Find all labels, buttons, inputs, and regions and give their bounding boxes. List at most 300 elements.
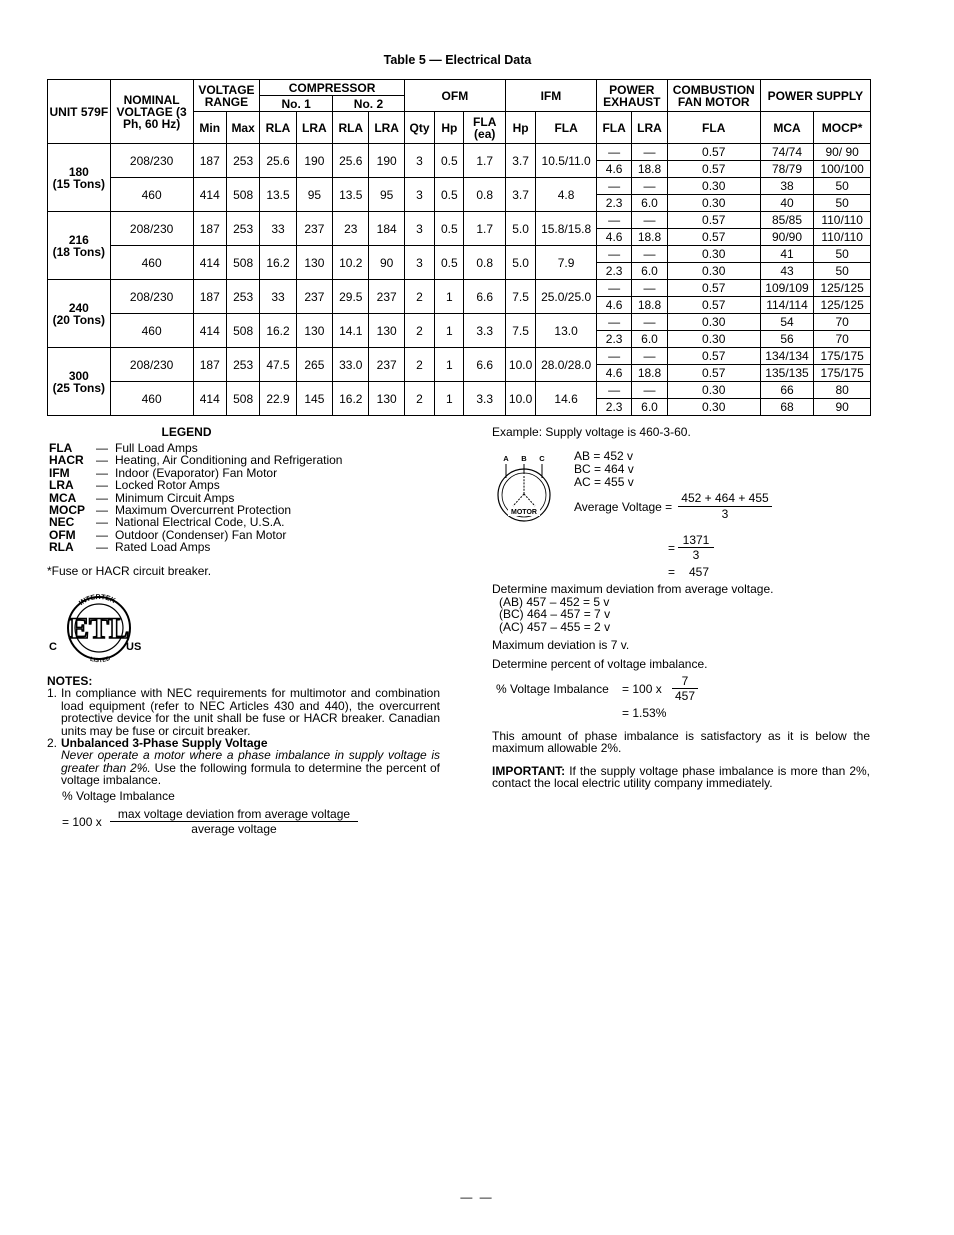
cell-nominal: 208/230 — [110, 144, 193, 178]
cell-min: 187 — [193, 212, 226, 246]
cell-rla2: 25.6 — [333, 144, 369, 178]
unit-model: 300 — [68, 368, 89, 383]
percent-intro: Determine percent of voltage imbalance. — [492, 657, 708, 671]
cell-ifm-fla: 15.8/15.8 — [536, 212, 597, 246]
unit-tons: (25 Tons) — [52, 380, 106, 395]
cell-pe-fla: — — [596, 144, 631, 161]
cell-qty: 3 — [404, 212, 434, 246]
important-label: IMPORTANT: — [492, 764, 566, 778]
cell-pe-lra: — — [632, 178, 667, 195]
cell-pe-fla: 2.3 — [596, 263, 631, 280]
terminal-c-label: C — [539, 454, 545, 463]
cell-pe-fla: — — [596, 212, 631, 229]
cell-mca: 66 — [760, 382, 814, 399]
cell-mocp: 50 — [814, 195, 871, 212]
cell-mocp: 100/100 — [814, 161, 871, 178]
percent-denominator: 457 — [674, 689, 696, 703]
cell-nominal: 208/230 — [110, 280, 193, 314]
cell-rla2: 14.1 — [333, 314, 369, 348]
cell-pe-lra: 6.0 — [632, 331, 667, 348]
cell-rla2: 16.2 — [333, 382, 369, 416]
cell-cfm-fla: 0.57 — [667, 348, 760, 365]
cell-qty: 2 — [404, 348, 434, 382]
header-ifm-hp: Hp — [505, 112, 535, 144]
legend-desc: Heating, Air Conditioning and Refrigeration — [115, 453, 343, 468]
cell-pe-fla: — — [596, 178, 631, 195]
equals-sign-2: = — [668, 565, 676, 579]
cell-qty: 3 — [404, 246, 434, 280]
cell-max: 253 — [226, 348, 259, 382]
cell-min: 414 — [193, 246, 226, 280]
cell-cfm-fla: 0.57 — [667, 212, 760, 229]
legend-desc: Rated Load Amps — [115, 540, 211, 555]
cell-rla2: 10.2 — [333, 246, 369, 280]
formula-numerator: max voltage deviation from average voltage — [117, 807, 351, 821]
cell-mca: 90/90 — [760, 229, 814, 246]
unit-model: 216 — [68, 232, 89, 247]
header-ofm-hp: Hp — [435, 112, 464, 144]
deviation-intro: Determine maximum deviation from average voltage. — [492, 582, 774, 596]
cell-max: 253 — [226, 212, 259, 246]
voltage-bc: BC = 464 v — [574, 462, 634, 476]
legend-abbr: IFM — [49, 465, 70, 480]
cell-mca: 54 — [760, 314, 814, 331]
cell-lra1: 95 — [296, 178, 332, 212]
cell-mocp: 110/110 — [814, 229, 871, 246]
cell-ifm-fla: 28.0/28.0 — [536, 348, 597, 382]
legend-dash: — — [96, 441, 108, 455]
legend-desc: Maximum Overcurrent Protection — [115, 502, 292, 517]
header-ifm-fla: FLA — [536, 112, 597, 144]
legend-abbr: OFM — [49, 527, 76, 542]
cell-qty: 3 — [404, 178, 434, 212]
voltage-ac: AC = 455 v — [574, 475, 634, 489]
cell-cfm-fla: 0.57 — [667, 161, 760, 178]
table-title: Table 5 — Electrical Data — [383, 53, 532, 67]
cell-cfm-fla: 0.30 — [667, 331, 760, 348]
cell-mocp: 70 — [814, 314, 871, 331]
header-qty: Qty — [404, 112, 434, 144]
cell-qty: 2 — [404, 314, 434, 348]
cell-mca: 109/109 — [760, 280, 814, 297]
legend-dash: — — [96, 465, 108, 480]
deviation-ac: (AC) 457 – 455 = 2 v — [499, 620, 611, 634]
legend-item — [49, 541, 379, 553]
cell-ofm-fla: 3.3 — [464, 314, 505, 348]
unit-cell — [48, 348, 111, 416]
cell-pe-fla: 4.6 — [596, 229, 631, 246]
deviation-bc: (BC) 464 – 457 = 7 v — [499, 607, 611, 621]
cell-pe-lra: — — [632, 382, 667, 399]
header-ofm-fla: FLA (ea) — [464, 112, 505, 144]
cell-rla1: 33 — [260, 212, 296, 246]
header-rla-2: RLA — [333, 112, 369, 144]
unit-tons: (20 Tons) — [52, 312, 106, 327]
table-row — [48, 178, 871, 195]
cell-rla2: 23 — [333, 212, 369, 246]
cell-cfm-fla: 0.30 — [667, 399, 760, 416]
unit-tons: (15 Tons) — [52, 176, 106, 191]
cell-pe-fla: — — [596, 280, 631, 297]
cell-max: 508 — [226, 246, 259, 280]
header-unit: UNIT 579F — [48, 80, 111, 144]
motor-label: MOTOR — [511, 509, 537, 516]
cell-mca: 114/114 — [760, 297, 814, 314]
table-row — [48, 382, 871, 399]
cell-pe-fla: 2.3 — [596, 331, 631, 348]
cell-pe-lra: — — [632, 246, 667, 263]
note-1 — [47, 687, 440, 737]
cell-ofm-fla: 1.7 — [464, 212, 505, 246]
cell-rla2: 33.0 — [333, 348, 369, 382]
cell-ofm-fla: 0.8 — [464, 246, 505, 280]
header-min: Min — [193, 112, 226, 144]
cell-mca: 85/85 — [760, 212, 814, 229]
header-compressor-no2: No. 2 — [333, 96, 405, 112]
cell-rla1: 33 — [260, 280, 296, 314]
cell-ifm-fla: 25.0/25.0 — [536, 280, 597, 314]
header-lra-1: LRA — [296, 112, 332, 144]
cell-ofm-fla: 0.8 — [464, 178, 505, 212]
note-2-body — [61, 737, 440, 787]
table-row — [48, 212, 871, 229]
cell-pe-lra: 18.8 — [632, 365, 667, 382]
cell-cfm-fla: 0.57 — [667, 229, 760, 246]
cell-cfm-fla: 0.30 — [667, 314, 760, 331]
legend-desc: Locked Rotor Amps — [115, 478, 220, 493]
cell-nominal: 208/230 — [110, 212, 193, 246]
cell-ifm-fla: 14.6 — [536, 382, 597, 416]
note-2-text: Use the following formula to determine the percent of voltage imbalance. — [61, 760, 441, 788]
cell-lra1: 237 — [296, 280, 332, 314]
equals-sign-1: = — [668, 541, 676, 555]
cell-rla1: 13.5 — [260, 178, 296, 212]
cell-pe-lra: 6.0 — [632, 399, 667, 416]
cell-pe-fla: — — [596, 246, 631, 263]
legend-dash: — — [96, 490, 108, 505]
cell-mocp: 90 — [814, 399, 871, 416]
terminal-a-label: A — [503, 454, 509, 463]
cell-ofm-hp: 0.5 — [435, 178, 464, 212]
cell-mca: 68 — [760, 399, 814, 416]
header-combustion-fan-motor: COMBUSTION FAN MOTOR — [667, 80, 760, 112]
legend-items — [49, 442, 379, 554]
cell-lra1: 265 — [296, 348, 332, 382]
legend-desc: Indoor (Evaporator) Fan Motor — [115, 465, 278, 480]
cell-lra1: 130 — [296, 314, 332, 348]
cell-mocp: 50 — [814, 246, 871, 263]
cell-mocp: 125/125 — [814, 297, 871, 314]
cell-rla1: 16.2 — [260, 246, 296, 280]
voltage-ab: AB = 452 v — [574, 449, 634, 463]
etl-top-text: INTERTEK — [78, 593, 117, 607]
cell-rla2: 29.5 — [333, 280, 369, 314]
cell-ifm-fla: 13.0 — [536, 314, 597, 348]
note-2-warning: Never operate a motor where a phase imbalance in supply voltage is greater than 2%. — [61, 748, 440, 775]
percent-label: % Voltage Imbalance — [496, 682, 609, 696]
cell-cfm-fla: 0.57 — [667, 144, 760, 161]
cell-min: 414 — [193, 314, 226, 348]
example-intro: Example: Supply voltage is 460-3-60. — [492, 425, 691, 439]
cell-ifm-fla: 7.9 — [536, 246, 597, 280]
cell-ifm-hp: 7.5 — [505, 314, 535, 348]
legend-abbr: LRA — [49, 478, 74, 493]
header-mocp: MOCP* — [814, 112, 871, 144]
unit-cell — [48, 212, 111, 280]
legend-dash: — — [96, 453, 108, 468]
etl-us-text: US — [126, 641, 142, 653]
cell-mocp: 175/175 — [814, 348, 871, 365]
cell-ofm-fla: 3.3 — [464, 382, 505, 416]
cell-lra1: 145 — [296, 382, 332, 416]
cell-mocp: 125/125 — [814, 280, 871, 297]
legend-abbr: RLA — [49, 540, 74, 555]
cell-mca: 38 — [760, 178, 814, 195]
header-max: Max — [226, 112, 259, 144]
cell-mca: 135/135 — [760, 365, 814, 382]
unit-model: 180 — [68, 164, 89, 179]
header-compressor-no1: No. 1 — [260, 96, 333, 112]
motor-diagram-icon — [494, 452, 556, 526]
cell-pe-fla: — — [596, 348, 631, 365]
header-ofm: OFM — [404, 80, 505, 112]
legend-dash: — — [96, 502, 108, 517]
cell-mocp: 70 — [814, 331, 871, 348]
cell-ofm-hp: 0.5 — [435, 246, 464, 280]
legend-abbr: MOCP — [49, 502, 85, 517]
cell-mocp: 110/110 — [814, 212, 871, 229]
cell-ofm-hp: 1 — [435, 348, 464, 382]
cell-pe-fla: — — [596, 314, 631, 331]
header-voltage-range: VOLTAGE RANGE — [193, 80, 260, 112]
cell-nominal: 460 — [110, 246, 193, 280]
cell-ifm-hp: 3.7 — [505, 178, 535, 212]
cell-pe-fla: 2.3 — [596, 195, 631, 212]
conclusion: This amount of phase imbalance is satisfactory as it is below the maximum allowable 2%. — [492, 729, 870, 756]
legend-dash: — — [96, 527, 108, 542]
cell-rla1: 22.9 — [260, 382, 296, 416]
cell-cfm-fla: 0.30 — [667, 195, 760, 212]
etl-bottom-text: LISTED — [89, 655, 112, 664]
header-compressor: COMPRESSOR — [260, 80, 405, 96]
cell-pe-lra: — — [632, 314, 667, 331]
cell-cfm-fla: 0.57 — [667, 280, 760, 297]
cell-pe-fla: 2.3 — [596, 399, 631, 416]
note-2 — [47, 737, 440, 787]
cell-rla1: 25.6 — [260, 144, 296, 178]
cell-rla1: 47.5 — [260, 348, 296, 382]
cell-mca: 78/79 — [760, 161, 814, 178]
header-pe-lra: LRA — [632, 112, 667, 144]
cell-qty: 2 — [404, 280, 434, 314]
note-1-number: 1. — [47, 686, 58, 701]
header-lra-2: LRA — [369, 112, 404, 144]
page-footer: — — — [460, 1190, 494, 1204]
note-2-title: Unbalanced 3-Phase Supply Voltage — [61, 736, 268, 751]
cell-mca: 134/134 — [760, 348, 814, 365]
cell-lra1: 190 — [296, 144, 332, 178]
table-body — [48, 144, 871, 416]
important-note — [492, 765, 870, 790]
average-numerator: 452 + 464 + 455 — [681, 491, 769, 505]
cell-lra2: 90 — [369, 246, 404, 280]
terminal-b-label: B — [521, 454, 527, 463]
deviation-ab: (AB) 457 – 452 = 5 v — [499, 595, 610, 609]
etl-listed-mark-icon — [47, 590, 147, 664]
cell-min: 187 — [193, 348, 226, 382]
cell-ofm-hp: 1 — [435, 382, 464, 416]
cell-max: 253 — [226, 280, 259, 314]
header-pe-fla: FLA — [596, 112, 631, 144]
unit-cell — [48, 280, 111, 348]
cell-pe-fla: 4.6 — [596, 297, 631, 314]
notes-title: NOTES: — [47, 674, 93, 688]
legend-title: LEGEND — [161, 425, 212, 439]
cell-pe-fla: — — [596, 382, 631, 399]
cell-pe-lra: 18.8 — [632, 161, 667, 178]
legend-dash: — — [96, 478, 108, 493]
cell-nominal: 460 — [110, 314, 193, 348]
cell-ifm-hp: 7.5 — [505, 280, 535, 314]
cell-pe-fla: 4.6 — [596, 365, 631, 382]
cell-mca: 74/74 — [760, 144, 814, 161]
average-denominator: 3 — [721, 507, 729, 521]
unit-model: 240 — [68, 300, 89, 315]
cell-pe-lra: 18.8 — [632, 229, 667, 246]
formula-lead: = 100 x — [62, 815, 102, 829]
table-row — [48, 246, 871, 263]
note-2-number: 2. — [47, 736, 58, 751]
cell-rla2: 13.5 — [333, 178, 369, 212]
cell-lra2: 190 — [369, 144, 404, 178]
header-ifm: IFM — [505, 80, 596, 112]
cell-pe-lra: — — [632, 144, 667, 161]
cell-lra2: 130 — [369, 314, 404, 348]
cell-mca: 40 — [760, 195, 814, 212]
header-power-supply: POWER SUPPLY — [760, 80, 870, 112]
cell-mocp: 80 — [814, 382, 871, 399]
cell-lra2: 130 — [369, 382, 404, 416]
cell-pe-lra: 18.8 — [632, 297, 667, 314]
fuse-footnote: *Fuse or HACR circuit breaker. — [47, 564, 212, 578]
note-1-text: In compliance with NEC requirements for multimotor and combination load equipment (refer to NEC Articles 430 and 440), the overcurrent protective device for the unit shall be fuse or HACR breaker. Canadian units may be fuse or circuit breaker. — [61, 686, 440, 738]
cell-nominal: 208/230 — [110, 348, 193, 382]
sum-denominator: 3 — [692, 548, 700, 562]
header-nominal-voltage: NOMINAL VOLTAGE (3 Ph, 60 Hz) — [110, 80, 193, 144]
percent-lead: = 100 x — [622, 682, 662, 696]
percent-numerator: 7 — [681, 674, 689, 688]
imbalance-formula — [62, 789, 351, 837]
unit-tons: (18 Tons) — [52, 244, 106, 259]
cell-nominal: 460 — [110, 382, 193, 416]
unit-cell — [48, 144, 111, 212]
electrical-data-table — [47, 79, 871, 416]
cell-pe-lra: — — [632, 348, 667, 365]
cell-cfm-fla: 0.30 — [667, 246, 760, 263]
etl-letters: ETL — [68, 612, 130, 645]
max-deviation: Maximum deviation is 7 v. — [492, 638, 630, 652]
cell-min: 187 — [193, 144, 226, 178]
cell-lra2: 237 — [369, 348, 404, 382]
cell-min: 187 — [193, 280, 226, 314]
header-power-exhaust: POWER EXHAUST — [596, 80, 667, 112]
cell-cfm-fla: 0.57 — [667, 365, 760, 382]
legend — [49, 425, 379, 554]
legend-dash: — — [96, 515, 108, 530]
cell-max: 508 — [226, 314, 259, 348]
formula-denominator: average voltage — [191, 822, 277, 836]
cell-ifm-hp: 5.0 — [505, 246, 535, 280]
cell-mca: 41 — [760, 246, 814, 263]
cell-max: 508 — [226, 382, 259, 416]
cell-pe-lra: 6.0 — [632, 263, 667, 280]
cell-mocp: 50 — [814, 178, 871, 195]
cell-ifm-fla: 10.5/11.0 — [536, 144, 597, 178]
legend-abbr: NEC — [49, 515, 75, 530]
important-text: If the supply voltage phase imbalance is more than 2%, contact the local electric utility company immediately. — [492, 764, 870, 791]
legend-desc: Minimum Circuit Amps — [115, 490, 235, 505]
percent-result: = 1.53% — [622, 706, 667, 720]
cell-pe-fla: 4.6 — [596, 161, 631, 178]
cell-max: 508 — [226, 178, 259, 212]
header-cfm-fla: FLA — [667, 112, 760, 144]
cell-lra1: 130 — [296, 246, 332, 280]
cell-max: 253 — [226, 144, 259, 178]
cell-min: 414 — [193, 178, 226, 212]
cell-mca: 43 — [760, 263, 814, 280]
cell-cfm-fla: 0.30 — [667, 178, 760, 195]
cell-pe-lra: — — [632, 212, 667, 229]
cell-ofm-hp: 1 — [435, 314, 464, 348]
cell-ifm-hp: 10.0 — [505, 382, 535, 416]
cell-ofm-hp: 0.5 — [435, 144, 464, 178]
cell-ifm-fla: 4.8 — [536, 178, 597, 212]
cell-nominal: 460 — [110, 178, 193, 212]
table-row — [48, 280, 871, 297]
cell-pe-lra: 6.0 — [632, 195, 667, 212]
cell-cfm-fla: 0.57 — [667, 297, 760, 314]
average-voltage-label: Average Voltage = — [574, 500, 673, 514]
cell-rla1: 16.2 — [260, 314, 296, 348]
cell-mocp: 90/ 90 — [814, 144, 871, 161]
cell-qty: 3 — [404, 144, 434, 178]
cell-mocp: 50 — [814, 263, 871, 280]
formula-label: % Voltage Imbalance — [62, 789, 175, 803]
legend-desc: National Electrical Code, U.S.A. — [115, 515, 285, 530]
notes — [47, 675, 440, 787]
cell-pe-lra: — — [632, 280, 667, 297]
legend-abbr: HACR — [49, 453, 84, 468]
etl-c-text: C — [49, 641, 57, 653]
cell-ofm-hp: 1 — [435, 280, 464, 314]
legend-dash: — — [96, 540, 108, 555]
cell-lra1: 237 — [296, 212, 332, 246]
table-row — [48, 144, 871, 161]
header-mca: MCA — [760, 112, 814, 144]
cell-qty: 2 — [404, 382, 434, 416]
cell-lra2: 184 — [369, 212, 404, 246]
sum-numerator: 1371 — [682, 533, 710, 547]
table-row — [48, 314, 871, 331]
cell-min: 414 — [193, 382, 226, 416]
cell-cfm-fla: 0.30 — [667, 382, 760, 399]
average-result: 457 — [689, 565, 710, 579]
cell-ofm-hp: 0.5 — [435, 212, 464, 246]
cell-mca: 56 — [760, 331, 814, 348]
cell-lra2: 237 — [369, 280, 404, 314]
cell-ifm-hp: 5.0 — [505, 212, 535, 246]
legend-abbr: FLA — [49, 441, 73, 455]
